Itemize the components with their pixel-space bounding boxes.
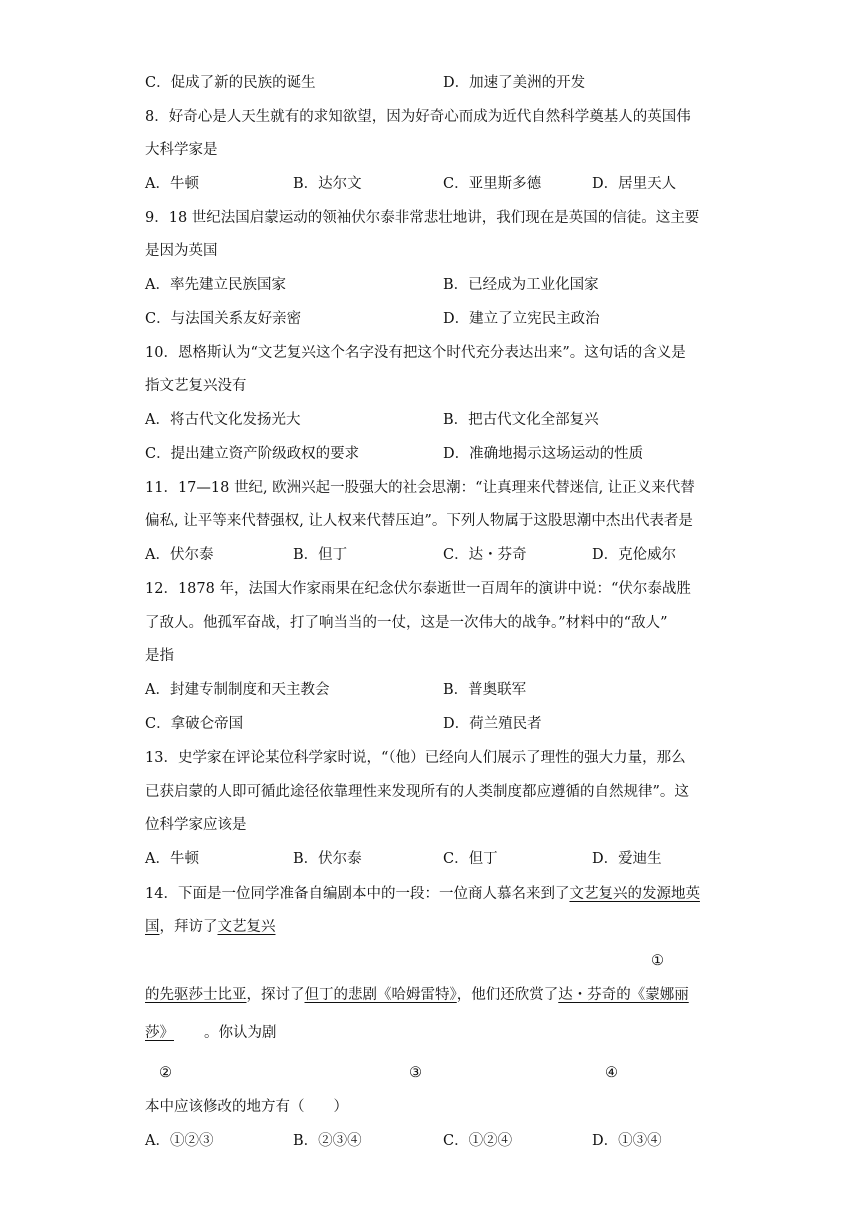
q7-option-d: D．加速了美洲的开发 xyxy=(443,75,586,91)
q7-option-c: C．促成了新的民族的诞生 xyxy=(145,75,316,91)
q12-option-b: B．普奥联军 xyxy=(443,682,527,698)
q9-stem-line2: 是因为英国 xyxy=(145,243,218,259)
q14-option-b: B．②③④ xyxy=(293,1133,362,1149)
q14-text-part2: ，拜访了 xyxy=(159,919,218,935)
q14-underlined-renaissance: 文艺复兴 xyxy=(217,919,276,935)
q13-stem-line2: 已获启蒙的人即可循此途径依靠理性来发现所有的人类制度都应遵循的自然规律”。这 xyxy=(145,784,689,800)
q14-underlined-mona-lisa: 达・芬奇的《蒙娜丽 xyxy=(558,987,689,1003)
q14-stem-line3 xyxy=(145,985,689,1005)
q14-text-part5: 。你认为剧 xyxy=(204,1025,277,1041)
q14-marker-2: ② xyxy=(159,1065,172,1081)
q14-text-part3: ，探讨了 xyxy=(246,987,305,1003)
q13-stem-line3: 位科学家应该是 xyxy=(145,817,247,833)
q14-stem-line1 xyxy=(145,884,700,904)
q14-marker-4: ④ xyxy=(605,1065,618,1081)
q14-marker-1: ① xyxy=(651,953,664,969)
q14-stem-line4 xyxy=(145,1023,277,1043)
q8-option-b: B．达尔文 xyxy=(293,176,362,192)
q12-stem-line3: 是指 xyxy=(145,648,174,664)
q14-option-d: D．①③④ xyxy=(592,1133,662,1149)
q13-option-a: A．牛顿 xyxy=(145,851,199,867)
q11-stem-line1: 11．17—18 世纪, 欧洲兴起一股强大的社会思潮：“让真理来代替迷信, 让正义来代替 xyxy=(145,480,695,496)
q12-stem-line2: 了敌人。他孤军奋战，打了响当当的一仗，这是一次伟大的战争。”材料中的“敌人” xyxy=(145,615,668,631)
q14-text-part4: ，他们还欣赏了 xyxy=(456,987,559,1003)
q14-underlined-pioneer: 的先驱莎士比亚 xyxy=(145,987,247,1003)
q12-option-d: D．荷兰殖民者 xyxy=(443,716,542,732)
q9-option-c: C．与法国关系友好亲密 xyxy=(145,311,302,327)
q14-underlined-mona-lisa-end: 莎》 xyxy=(145,1025,174,1041)
q14-underlined-tragedy: 但丁的悲剧《哈姆雷特》 xyxy=(304,987,457,1003)
q10-stem-line1: 10．恩格斯认为“文艺复兴这个名字没有把这个时代充分表达出来”。这句话的含义是 xyxy=(145,345,686,361)
q13-option-c: C．但丁 xyxy=(443,851,498,867)
q8-stem-line2: 大科学家是 xyxy=(145,142,218,158)
q12-stem-line1: 12．1878 年，法国大作家雨果在纪念伏尔泰逝世一百周年的演讲中说：“伏尔泰战胜 xyxy=(145,581,691,597)
q14-marker-3: ③ xyxy=(409,1065,422,1081)
q11-stem-line2: 偏私, 让平等来代替强权, 让人权来代替压迫”。下列人物属于这股思潮中杰出代表者是 xyxy=(145,513,693,529)
q12-option-c: C．拿破仑帝国 xyxy=(145,716,244,732)
q14-underlined-country: 国 xyxy=(145,919,160,935)
q14-stem-line2 xyxy=(145,917,276,937)
q11-option-b: B．但丁 xyxy=(293,547,348,563)
q10-option-b: B．把古代文化全部复兴 xyxy=(443,412,599,428)
q10-option-d: D．准确地揭示这场运动的性质 xyxy=(443,446,644,462)
q11-option-c: C．达・芬奇 xyxy=(443,547,527,563)
q13-stem-line1: 13．史学家在评论某位科学家时说，“（他）已经向人们展示了理性的强大力量，那么 xyxy=(145,750,686,766)
q14-underlined-birthplace: 文艺复兴的发源地英 xyxy=(569,886,700,902)
q10-stem-line2: 指文艺复兴没有 xyxy=(145,378,247,394)
q13-option-d: D．爱迪生 xyxy=(592,851,662,867)
q8-stem-line1: 8．好奇心是人天生就有的求知欲望，因为好奇心而成为近代自然科学奠基人的英国伟 xyxy=(145,109,691,125)
q10-option-c: C．提出建立资产阶级政权的要求 xyxy=(145,446,360,462)
q10-option-a: A．将古代文化发扬光大 xyxy=(145,412,301,428)
q14-stem-line5: 本中应该修改的地方有（ ） xyxy=(145,1099,348,1115)
q14-option-a: A．①②③ xyxy=(145,1133,214,1149)
q9-option-d: D．建立了立宪民主政治 xyxy=(443,311,600,327)
q13-option-b: B．伏尔泰 xyxy=(293,851,362,867)
q8-option-c: C．亚里斯多德 xyxy=(443,176,542,192)
q11-option-d: D．克伦威尔 xyxy=(592,547,677,563)
q11-option-a: A．伏尔泰 xyxy=(145,547,214,563)
q9-option-a: A．率先建立民族国家 xyxy=(145,277,286,293)
q14-option-c: C．①②④ xyxy=(443,1133,513,1149)
q9-option-b: B．已经成为工业化国家 xyxy=(443,277,599,293)
q12-option-a: A．封建专制制度和天主教会 xyxy=(145,682,330,698)
q9-stem-line1: 9．18 世纪法国启蒙运动的领袖伏尔泰非常悲壮地讲，我们现在是英国的信徒。这主要 xyxy=(145,210,700,226)
q8-option-d: D．居里天人 xyxy=(592,176,677,192)
q14-text-part1: 14．下面是一位同学准备自编剧本中的一段：一位商人慕名来到了 xyxy=(145,886,570,902)
q8-option-a: A．牛顿 xyxy=(145,176,199,192)
